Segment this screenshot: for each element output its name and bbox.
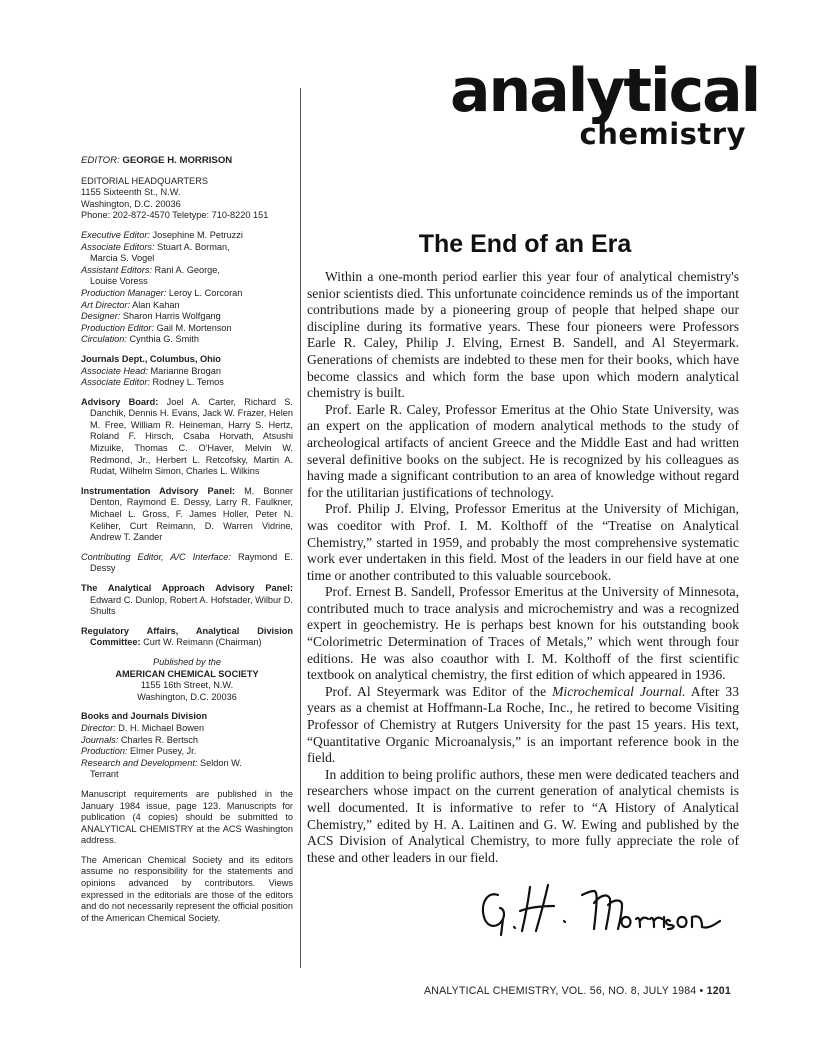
page-number: 1201 (706, 985, 731, 997)
publisher-block (81, 657, 293, 703)
staff-line-cont: Marcia S. Vogel (90, 253, 155, 264)
paragraph: Prof. Earle R. Caley, Professor Emeritus at the Ohio State University, was an expert on the application of modern analytical methods to the study of archeological artifacts of ancient Greece and the Middle East and had written several definitive books on the subject. He is recognized by his colleagues as having made a significant contribution to an area of knowledge without regard for the utilitarian justifications of technology. (307, 401, 739, 500)
paragraph: Prof. Al Steyermark was Editor of the Microchemical Journal. After 33 years as a chemist at Hoffmann-La Roche, Inc., he retired to become Visiting Professor of Chemistry at Rutgers University for the past 15 years. His text, “Quantitative Organic Microanalysis,” is an important reference book in the field. (307, 683, 739, 766)
staff-line: Art Director: Alan Kahan (81, 299, 180, 310)
disclaimer: The American Chemical Society and its editors assume no responsibility for the statements and opinions advanced by contributors. Views expressed in the editorials are those of the editors and do not necessarily represent the official position of the American Chemical Society. (81, 854, 293, 923)
publisher-address: Washington, D.C. 20036 (137, 691, 237, 702)
citation: ANALYTICAL CHEMISTRY, VOL. 56, NO. 8, JULY 1984 (424, 985, 697, 997)
editorial-title: The End of an Era (418, 230, 632, 258)
paragraph: In addition to being prolific authors, these men were dedicated teachers and researchers whose impact on the current generation of analytical chemists is well documented. It is informative to refer to “A History of Analytical Chemistry,” edited by H. A. Laitinen and G. W. Ewing and published by the ACS Division of Analytical Chemistry, to more fully appreciate the role of these and other leaders in our field. (307, 766, 739, 865)
staff-list (81, 230, 293, 346)
contributing-editor: Contributing Editor, A/C Interface: Raymond E. Dessy (81, 551, 293, 574)
staff-line: Production: Elmer Pusey, Jr. (81, 746, 197, 757)
editor-name: GEORGE H. MORRISON (122, 155, 233, 166)
manuscript-note: Manuscript requirements are published in the January 1984 issue, page 123. Manuscripts for publication (4 copies) should be submitted to ANALYTICAL CHEMISTRY at the ACS Washington address. (81, 788, 293, 846)
instrumentation-panel: Instrumentation Advisory Panel: M. Bonner Denton, Raymond E. Dessy, Larry R. Faulkner, Michael L. Gross, F. James Holler, Peter N. Keliher, Curt Reimann, D. Warren Vidrine, Andrew T. Zander (81, 485, 293, 543)
staff-line: Associate Head: Marianne Brogan (81, 365, 221, 376)
publisher-address: 1155 16th Street, N.W. (140, 680, 234, 691)
editor-label: EDITOR: (81, 155, 120, 166)
staff-line: Director: D. H. Michael Bowen (81, 722, 205, 733)
books-division-heading: Books and Journals Division (81, 711, 208, 722)
regulatory-affairs: Regulatory Affairs, Analytical Division Committee: Curt W. Reimann (Chairman) (81, 625, 293, 648)
hq-line: EDITORIAL HEADQUARTERS (81, 175, 208, 186)
publisher-intro: Published by the (153, 656, 221, 667)
staff-line: Research and Development: Seldon W. (81, 757, 242, 768)
editor-line (81, 155, 293, 167)
staff-line-cont: Terrant (90, 769, 119, 780)
paragraph: Within a one-month period earlier this year four of analytical chemistry's senior scientists died. This unfortunate coincidence reminds us of the important contributions made by a pioneering group of people that helped shape our discipline during its formative years. These four pioneers were Professors Earle R. Caley, Philip J. Elving, Ernest B. Sandell, and Al Steyermark. Generations of chemists are indebted to these men for their books, which have become classics and which form the base upon which modern analytical chemistry is built. (307, 269, 740, 401)
journals-dept (81, 354, 293, 389)
staff-line: Journals: Charles R. Bertsch (81, 734, 198, 745)
journals-dept-heading: Journals Dept., Columbus, Ohio (81, 353, 221, 364)
journal-logo: analytical (450, 56, 760, 126)
hq-line: Phone: 202-872-4570 Teletype: 710-8220 151 (81, 210, 269, 221)
staff-line: Executive Editor: Josephine M. Petruzzi (81, 229, 243, 240)
journal-name: Microchemical Journal. (552, 683, 686, 699)
books-division (81, 711, 293, 781)
analytical-approach-panel: The Analytical Approach Advisory Panel: Edward C. Dunlop, Robert A. Hofstader, Wilbur D. Shults (81, 583, 293, 617)
staff-line: Designer: Sharon Harris Wolfgang (81, 311, 221, 322)
publisher-name: AMERICAN CHEMICAL SOCIETY (115, 668, 259, 679)
advisory-board: Advisory Board: Joel A. Carter, Richard S. Danchik, Dennis H. Evans, Jack W. Frazer, Helen M. Free, William R. Heineman, Harry S. Hertz, Roland F. Hirsch, Csaba Horvath, Atsushi Mizuike, Thomas C. O'Haver, Melvin W. Redmond, Jr., Herbert L. Retcofsky, Martin A. Rudat, Wilhelm Simon, Charles L. Wilkins (81, 396, 293, 477)
staff-line-cont: Louise Voress (90, 276, 148, 287)
page-footer (424, 985, 744, 997)
paragraph: Prof. Philip J. Elving, Professor Emeritus at the University of Michigan, was coeditor with Prof. I. M. Kolthoff of the “Treatise on Analytical Chemistry,” started in 1959, and probably the most comprehensive systematic work ever undertaken in this field. Most of the leaders in our field have at one time or another contributed to this valuable sourcebook. (307, 501, 739, 583)
journal-logo-subtitle: chemistry (579, 117, 746, 151)
column-divider (300, 88, 301, 968)
staff-line: Assistant Editors: Rani A. George, (81, 264, 220, 275)
paragraph: Prof. Ernest B. Sandell, Professor Emeritus at the University of Minnesota, contributed much to trace analysis and microchemistry and was a recognized expert in geochemistry. He is perhaps best known for his outstanding book “Colorimetric Determination of Traces of Metals,” which went through four editions. He was also coauthor with I. M. Kolthoff of the first scientific textbook on analytical chemistry, the first edition of which appeared in 1936. (307, 584, 739, 683)
editor-signature (470, 873, 740, 943)
masthead-sidebar (81, 155, 293, 932)
editorial-headquarters (81, 176, 293, 222)
staff-line: Production Editor: Gail M. Mortenson (81, 322, 232, 333)
staff-line: Associate Editors: Stuart A. Borman, (81, 241, 230, 252)
hq-line: Washington, D.C. 20036 (81, 198, 181, 209)
hq-line: 1155 Sixteenth St., N.W. (81, 187, 181, 198)
bullet-separator: • (699, 985, 704, 997)
staff-line: Associate Editor: Rodney L. Temos (81, 377, 224, 388)
staff-line: Production Manager: Leroy L. Corcoran (81, 287, 243, 298)
staff-line: Circulation: Cynthia G. Smith (81, 334, 199, 345)
editorial-body (307, 269, 739, 866)
